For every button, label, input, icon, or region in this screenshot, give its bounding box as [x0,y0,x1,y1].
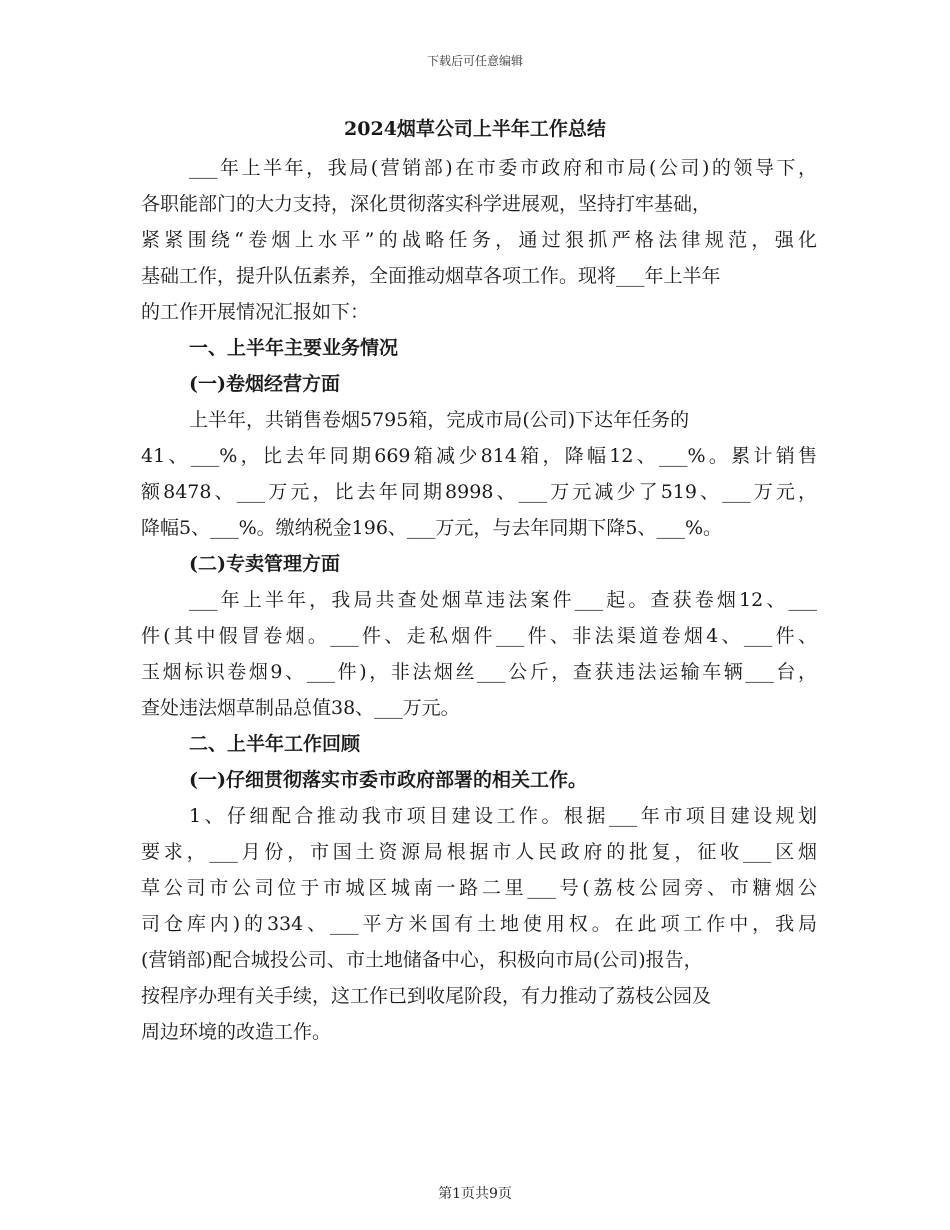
section-heading: 二、上半年工作回顾 [189,733,361,755]
page-number-footer: 第1页共9页 [438,1186,512,1202]
body-line: 件(其中假冒卷烟。___件、走私烟件___件、非法渠道卷烟4、___件、 [141,625,817,647]
subsection-heading: (一)卷烟经营方面 [189,373,340,395]
body-line: ___年上半年，我局(营销部)在市委市政府和市局(公司)的领导下， [189,157,817,179]
page-header-note: 下载后可任意编辑 [426,54,523,68]
document-body [141,150,817,1050]
body-line: ___年上半年，我局共查处烟草违法案件___起。查获卷烟12、___ [189,589,817,611]
subsection-heading: (一)仔细贯彻落实市委市政府部署的相关工作。 [189,769,587,791]
body-line: 的工作开展情况汇报如下： [141,301,370,323]
body-line: 草公司市公司位于市城区城南一路二里___号(荔枝公园旁、市糖烟公 [141,877,817,899]
body-line: 按程序办理有关手续，这工作已到收尾阶段，有力推动了荔枝公园及 [141,985,712,1007]
body-line: 要求，___月份，市国土资源局根据市人民政府的批复，征收___区烟 [141,841,817,863]
body-line: 额8478、___万元，比去年同期8998、___万元减少了519、___万元， [141,481,817,503]
body-line: 玉烟标识卷烟9、___件)，非法烟丝___公斤，查获违法运输车辆___台， [141,661,817,683]
body-line: 上半年，共销售卷烟5795箱，完成市局(公司)下达年任务的 [189,409,690,431]
body-line: 基础工作，提升队伍素养，全面推动烟草各项工作。现将___年上半年 [141,265,721,287]
body-line: 降幅5、___%。缴纳税金196、___万元，与去年同期下降5、___%。 [141,517,723,539]
body-line: 周边环境的改造工作。 [141,1021,332,1043]
section-heading: 一、上半年主要业务情况 [189,337,399,359]
subsection-heading: (二)专卖管理方面 [189,553,340,575]
body-line: 紧紧围绕“卷烟上水平”的战略任务，通过狠抓严格法律规范，强化 [141,229,817,251]
body-line: 各职能部门的大力支持，深化贯彻落实科学进展观，坚持打牢基础， [141,193,712,215]
body-line: 1、仔细配合推动我市项目建设工作。根据___年市项目建设规划 [189,805,817,827]
body-line: 司仓库内)的334、___平方米国有土地使用权。在此项工作中，我局 [141,913,817,935]
body-line: 41、___%，比去年同期669箱减少814箱，降幅12、___%。累计销售 [141,445,817,467]
body-line: 查处违法烟草制品总值38、___万元。 [141,697,460,719]
document-title: 2024烟草公司上半年工作总结 [344,118,606,140]
body-line: (营销部)配合城投公司、市土地储备中心，积极向市局(公司)报告， [141,949,703,971]
